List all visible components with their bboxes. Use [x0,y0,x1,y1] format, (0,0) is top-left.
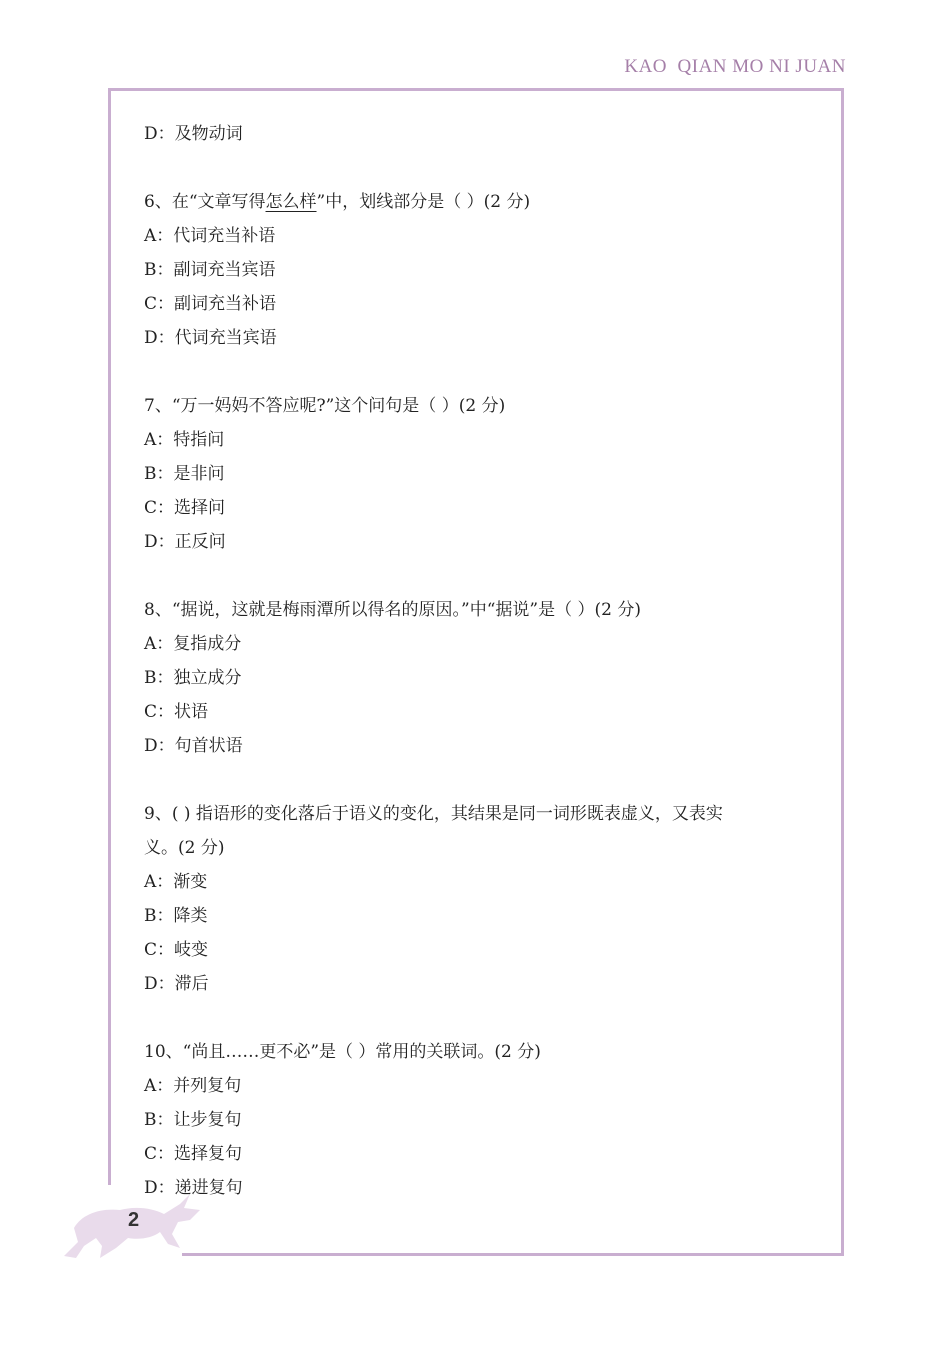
option-b: B：降类 [144,906,208,926]
question-7 [144,389,814,559]
option-d: D：句首状语 [144,736,243,756]
option-d: D：滞后 [144,974,209,994]
question-stem-line-2: 义。(2 分) [144,838,225,858]
question-stem: 8、“据说，这就是梅雨潭所以得名的原因。”中“据说”是（ ）(2 分) [144,600,641,620]
option-b: B：独立成分 [144,668,242,688]
option-b: B：副词充当宾语 [144,260,276,280]
question-8 [144,593,814,763]
option-a: A：复指成分 [144,634,242,654]
question-9 [144,797,814,1001]
question-stem: 10、“尚且……更不必”是（ ）常用的关联词。(2 分) [144,1042,541,1062]
header-title: KAO QIAN MO NI JUAN [624,56,846,77]
option-b: B：让步复句 [144,1110,242,1130]
option-d: D：及物动词 [144,124,243,144]
option-a: A：渐变 [144,872,208,892]
question-10 [144,1035,814,1205]
option-a: A：特指问 [144,430,225,450]
option-b: B：是非问 [144,464,225,484]
option-c: C：岐变 [144,940,209,960]
option-d: D：代词充当宾语 [144,328,277,348]
option-c: C：副词充当补语 [144,294,277,314]
option-d: D：递进复句 [144,1178,243,1198]
option-a: A：并列复句 [144,1076,242,1096]
option-c: C：状语 [144,702,209,722]
question-stem [144,185,814,219]
stem-prefix: 6、在“文章写得 [144,192,266,212]
option-d: D：正反问 [144,532,226,552]
question-carryover [144,117,814,151]
option-c: C：选择复句 [144,1144,243,1164]
question-stem-line-1: 9、( ) 指语形的变化落后于语义的变化，其结果是同一词形既表虚义，又表实 [144,804,723,824]
question-6 [144,185,814,355]
stem-suffix: ”中，划线部分是（ ）(2 分) [316,192,531,212]
underlined-phrase: 怎么样 [265,192,317,212]
question-content [144,117,814,1239]
option-a: A：代词充当补语 [144,226,276,246]
question-stem: 7、“万一妈妈不答应呢?”这个问句是（ ）(2 分) [144,396,506,416]
option-c: C：选择问 [144,498,226,518]
page-number: 2 [128,1209,140,1231]
